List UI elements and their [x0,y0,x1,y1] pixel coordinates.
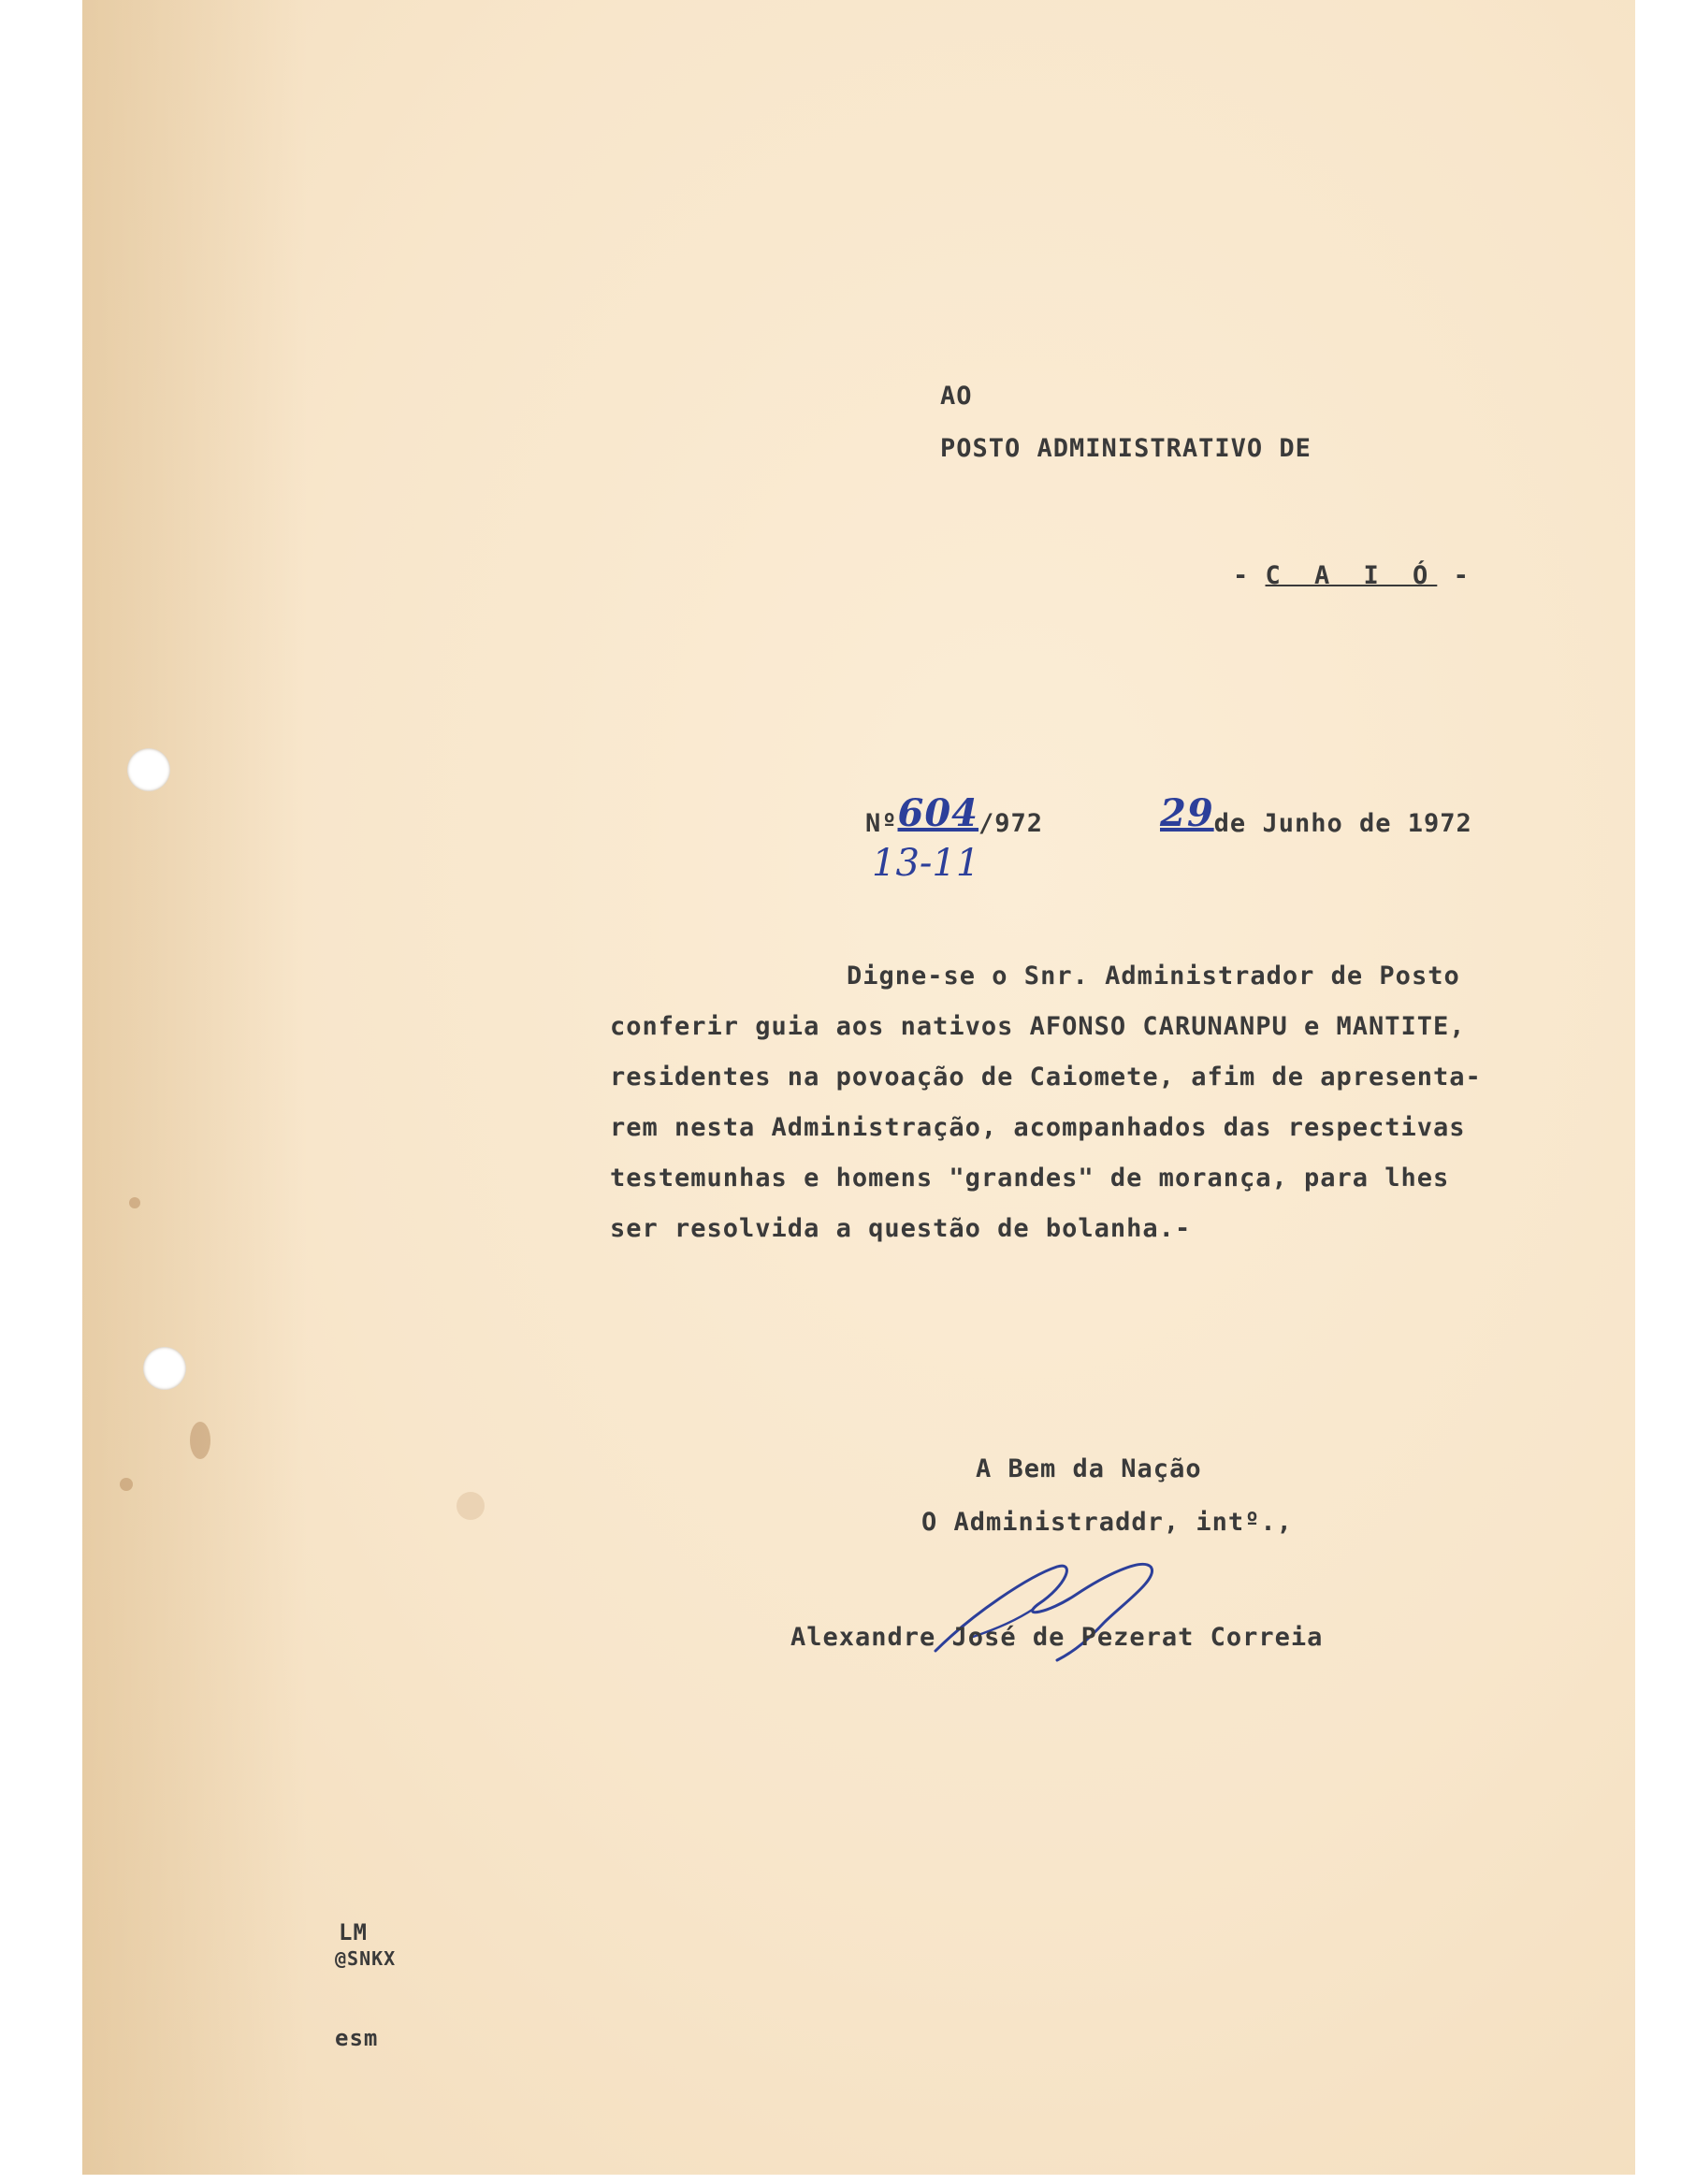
stain-spot [457,1492,485,1520]
recipient-city: - C A I Ó - [1233,561,1470,590]
closing-title: O Administraddr, intº., [921,1508,1293,1537]
stain-spot [120,1478,133,1491]
typist-initials: LM [339,1919,368,1945]
typist-code: @SNKX [335,1947,397,1970]
body-line: rem nesta Administração, acompanhados das respectivas [610,1113,1466,1142]
paper-aging-edge [82,0,307,2175]
body-line: conferir guia aos nativos AFONSO CARUNANPU e MANTITE, [610,1012,1466,1041]
body-line: Digne-se o Snr. Administrador de Posto [847,962,1460,991]
handwritten-note: 13-11 [872,842,980,885]
recipient-line-2: POSTO ADMINISTRATIVO DE [940,434,1312,463]
reference-line [865,791,1044,841]
handwritten-day: 29 [1160,791,1214,835]
punch-hole-top [127,748,170,791]
body-line: residentes na povoação de Caiomete, afim de apresenta- [610,1063,1482,1092]
recipient-line-1: AO [940,382,973,411]
punch-hole-bottom [143,1347,186,1390]
date-line [1160,791,1472,841]
body-line: ser resolvida a questão de bolanha.- [610,1214,1192,1243]
body-line: testemunhas e homens "grandes" de morança, para lhes [610,1164,1450,1193]
date-text: de Junho de 1972 [1213,809,1472,838]
stain-spot [190,1422,210,1459]
handwritten-number: 604 [897,791,979,835]
recipient-city-name: C A I Ó [1265,561,1438,590]
signatory-name: Alexandre José de Pezerat Correia [790,1623,1324,1652]
closing-salutation: A Bem da Nação [976,1454,1202,1483]
typist-initials-secondary: esm [335,2025,379,2051]
stain-spot [129,1197,140,1208]
number-prefix: Nº [865,809,898,838]
number-suffix: /972 [978,809,1044,838]
